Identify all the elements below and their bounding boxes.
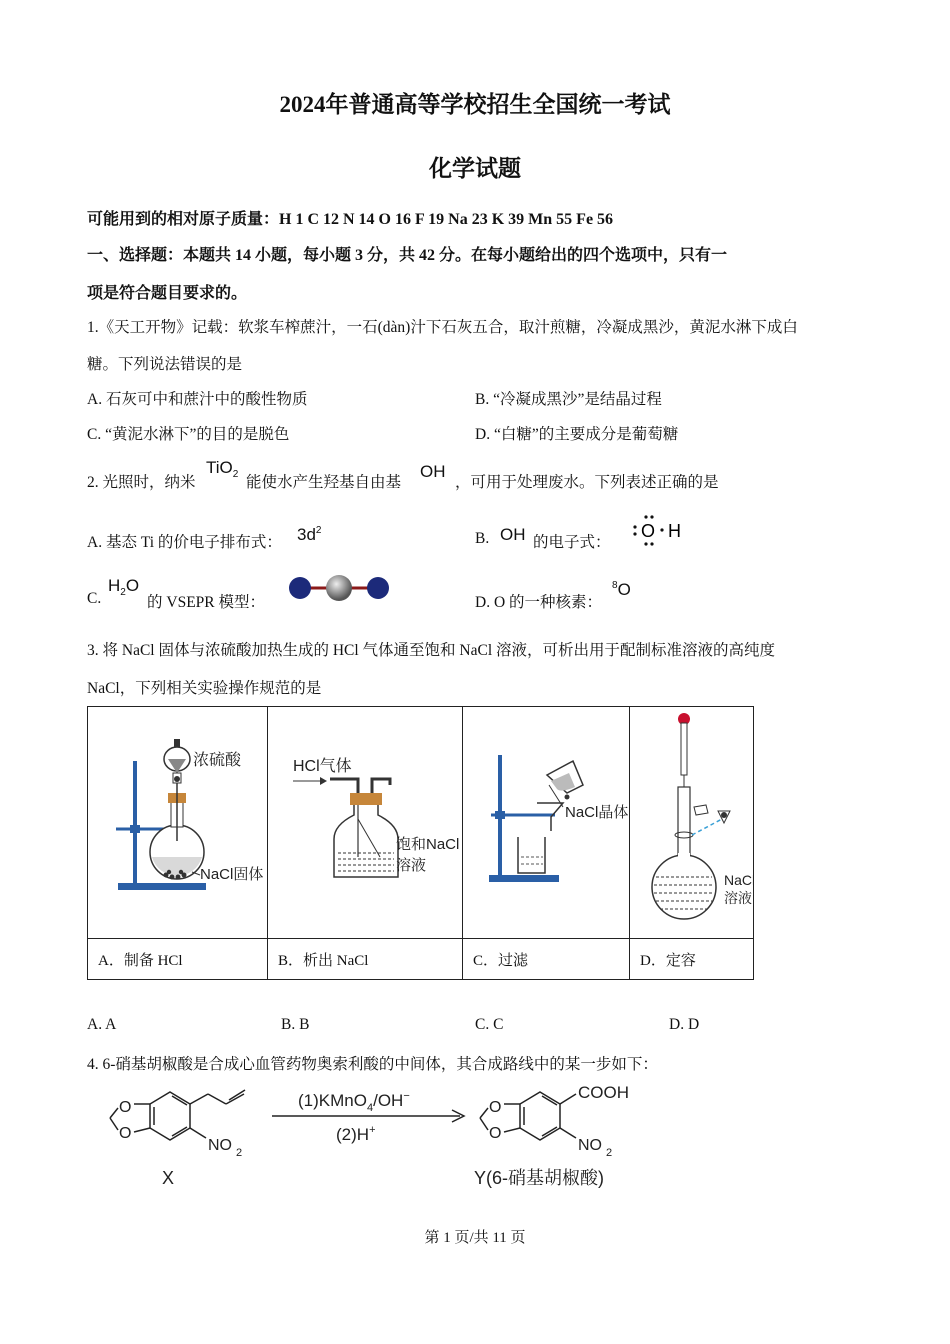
section-heading-line1: 一、选择题：本题共 14 小题，每小题 3 分，共 42 分。在每小题给出的四个选项中，只有一	[87, 247, 728, 264]
label-nacl-d: NaCl	[724, 872, 753, 888]
q1-stem-line2: 糖。下列说法错误的是	[87, 356, 243, 373]
exam-title: 2024年普通高等学校招生全国统一考试	[279, 92, 671, 117]
q1-stem-line1: 1.《天工开物》记载：软浆车榨蔗汁，一石(dàn)汁下石灰五合，取汁煎糖，冷凝成黑沙，黄泥水淋下成白	[87, 319, 798, 336]
q2-option-d-text: D. O 的一种核素：	[475, 594, 603, 611]
q2-option-b-text: 的电子式：	[533, 534, 611, 551]
q2-stem-c: ，可用于处理废水。下列表述正确的是	[455, 474, 719, 491]
figure-c-filtration	[463, 707, 629, 933]
label-saturated-nacl: 饱和NaCl	[396, 836, 460, 853]
electron-dot-o: O	[641, 521, 656, 541]
label-nacl-crystal: NaCl晶体	[565, 804, 629, 821]
figure-c-cell	[463, 707, 630, 939]
label-hcl-gas: HCl气体	[293, 758, 352, 775]
q1-option-d: D. “白糖”的主要成分是葡萄糖	[475, 426, 679, 443]
q2-option-b-label: B.	[475, 530, 490, 547]
q2-option-c-text: 的 VSEPR 模型：	[147, 594, 265, 611]
x-oxygen-bottom: O	[119, 1125, 132, 1142]
figure-d-cell	[630, 707, 754, 939]
q2-option-a-formula: $3d^2$	[297, 525, 322, 544]
label-concentrated-acid: 浓硫酸	[193, 752, 242, 769]
label-solution-b: 溶液	[396, 857, 427, 874]
q1-option-a: A. 石灰可中和蔗汁中的酸性物质	[87, 391, 308, 408]
y-oxygen-bottom: O	[489, 1125, 502, 1142]
figure-a-cell	[88, 707, 268, 939]
q3-option-a: A. A	[87, 1016, 117, 1033]
q2-stem-a: 2. 光照时，纳米	[87, 474, 196, 491]
q1-option-b: B. “冷凝成黑沙”是结晶过程	[475, 391, 662, 408]
label-solution-d: 溶液	[724, 890, 752, 906]
caption-c: C．过滤	[463, 939, 630, 980]
q3-stem-line1: 3. 将 NaCl 固体与浓硫酸加热生成的 HCl 气体通至饱和 NaCl 溶液，可析出用于配制标准溶液的高纯度	[87, 642, 776, 659]
q2-option-c-h2o: $H_2O$	[108, 576, 140, 598]
q3-option-b: B. B	[281, 1016, 310, 1033]
q1-option-c: C. “黄泥水淋下”的目的是脱色	[87, 426, 290, 443]
q2-option-b-oh: OH	[500, 525, 526, 544]
x-label: X	[162, 1168, 175, 1188]
label-nacl-solid: NaCl固体	[200, 866, 264, 883]
q3-option-d: D. D	[669, 1016, 700, 1033]
q2-tio2: TiO$_2$	[206, 458, 239, 480]
x-no2: NO	[208, 1137, 232, 1154]
figure-b-gas-washing-bottle	[268, 707, 462, 933]
q2-option-d-nuclide: $^8$O	[612, 580, 631, 599]
q4-stem: 4. 6-硝基胡椒酸是合成心血管药物奥索利酸的中间体，其合成路线中的某一步如下：	[87, 1056, 658, 1073]
y-label: Y(6-硝基胡椒酸)	[474, 1168, 604, 1188]
q3-option-c: C. C	[475, 1016, 504, 1033]
figure-a-hcl-generator	[88, 707, 267, 933]
y-oxygen-top: O	[489, 1099, 502, 1116]
figure-d-volumetric-flask	[630, 707, 753, 933]
q2-option-c-label: C.	[87, 590, 102, 607]
q3-stem-line2: NaCl，下列相关实验操作规范的是	[87, 680, 322, 697]
subject-title: 化学试题	[429, 156, 521, 181]
reagent-1: (1)KMnO$_4$/OH−	[298, 1090, 410, 1114]
page-footer: 第 1 页/共 11 页	[424, 1230, 526, 1246]
q2-oh: OH	[420, 462, 446, 481]
electron-dot-diagram	[628, 510, 698, 550]
electron-dot-h: H	[668, 521, 681, 541]
atomic-masses: 可能用到的相对原子质量：H 1 C 12 N 14 O 16 F 19 Na 23 K 39 Mn 55 Fe 56	[87, 211, 614, 228]
reagent-2: (2)H+	[336, 1124, 376, 1144]
figure-b-cell	[268, 707, 463, 939]
apparatus-table	[87, 706, 754, 980]
y-no2: NO	[578, 1137, 602, 1154]
x-no2-sub: 2	[236, 1147, 243, 1159]
x-oxygen-top: O	[119, 1099, 132, 1116]
vsepr-linear-model	[286, 573, 392, 603]
caption-d: D．定容	[630, 939, 754, 980]
section-heading-line2: 项是符合题目要求的。	[87, 285, 248, 302]
caption-b: B．析出 NaCl	[268, 939, 463, 980]
q2-stem-b: 能使水产生羟基自由基	[246, 474, 402, 491]
y-no2-sub: 2	[606, 1147, 613, 1159]
caption-a: A．制备 HCl	[88, 939, 268, 980]
y-cooh: COOH	[578, 1083, 629, 1102]
q2-option-a-text: A. 基态 Ti 的价电子排布式：	[87, 534, 282, 551]
reaction-scheme	[90, 1076, 650, 1196]
